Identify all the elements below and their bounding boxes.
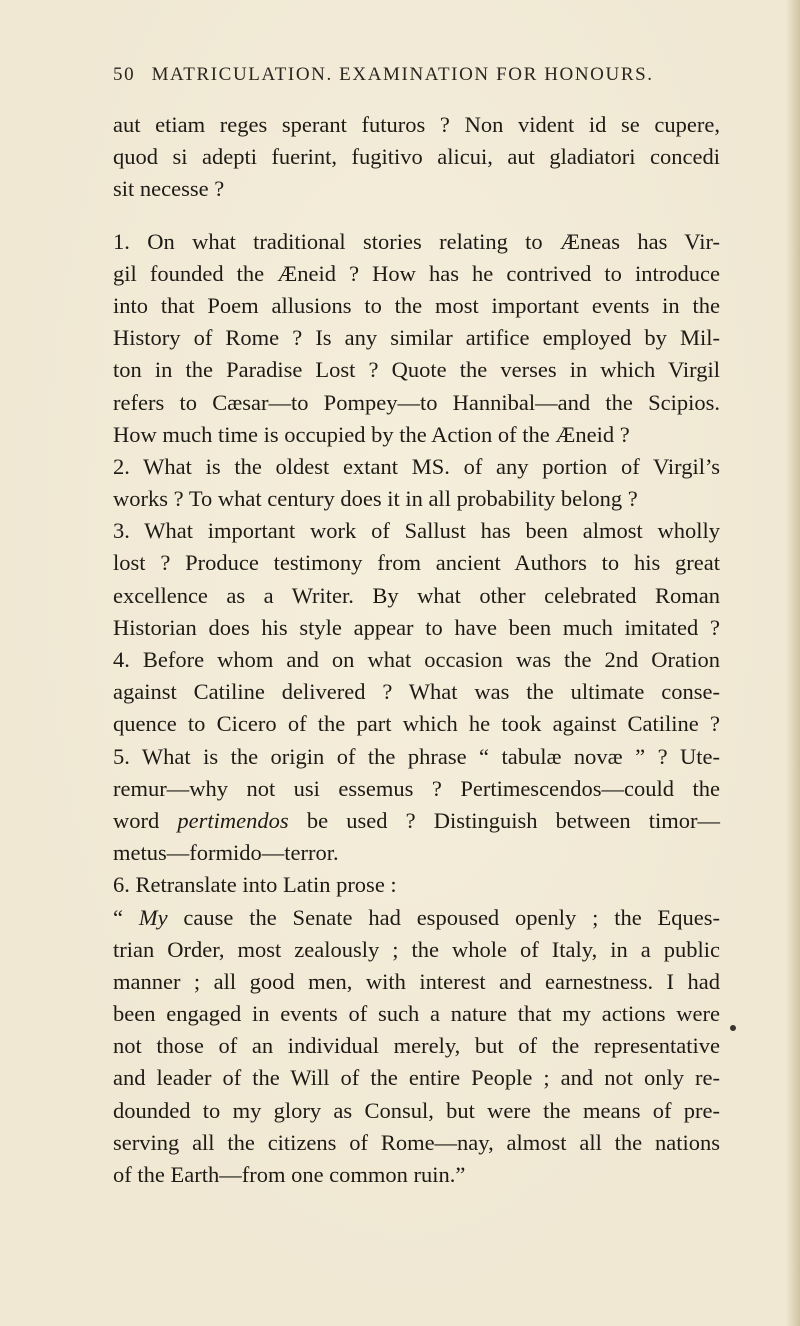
text-fragment: be used ? Distinguish between timor— bbox=[306, 807, 720, 833]
text-fragment: cause the Senate had espoused openly ; the Eques- bbox=[183, 904, 721, 930]
italic-word: My bbox=[138, 904, 168, 930]
question-4-line: 4. Before whom and on what occasion was the 2nd Oration bbox=[113, 647, 720, 672]
text-line: refers to Cæsar—to Pompey—to Hannibal—and the Scipios. bbox=[113, 389, 720, 415]
text-line bbox=[113, 805, 720, 837]
text-line: works ? To what century does it in all probability belong ? bbox=[113, 486, 638, 512]
question-3-line: 3. What important work of Sallust has been almost wholly bbox=[113, 518, 720, 544]
text-line: not those of an individual merely, but of the representative bbox=[113, 1033, 720, 1059]
body-text bbox=[113, 109, 720, 1191]
text-line: lost ? Produce testimony from ancient Authors to his great bbox=[113, 550, 720, 576]
text-line: into that Poem allusions to the most important events in the bbox=[113, 292, 720, 318]
quote-first-line bbox=[113, 902, 720, 934]
text-line: remur—why not usi essemus ? Pertimescendos—could the bbox=[113, 775, 720, 801]
text-line: dounded to my glory as Consul, but were the means of pre- bbox=[113, 1097, 720, 1123]
text-line: History of Rome ? Is any similar artifice employed by Mil- bbox=[113, 325, 720, 351]
text-line: quence to Cicero of the part which he took against Catiline ? bbox=[113, 711, 720, 737]
text-line: metus—formido—terror. bbox=[113, 840, 339, 866]
text-line: aut etiam reges sperant futuros ? Non vident id se cupere, bbox=[113, 112, 720, 137]
text-line: and leader of the Will of the entire People ; and not only re- bbox=[113, 1065, 720, 1091]
text-line: quod si adepti fuerint, fugitivo alicui, aut gladiatori concedi bbox=[113, 144, 720, 170]
question-1-line: 1. On what traditional stories relating to Æneas has Vir- bbox=[113, 228, 720, 254]
ink-dot bbox=[730, 1025, 736, 1031]
text-line: trian Order, most zealously ; the whole of Italy, in a public bbox=[113, 936, 720, 962]
text-line: gil founded the Æneid ? How has he contrived to introduce bbox=[113, 260, 720, 286]
text-line: been engaged in events of such a nature that my actions were bbox=[113, 1001, 720, 1027]
text-line: ton in the Paradise Lost ? Quote the verses in which Virgil bbox=[113, 357, 720, 383]
question-2-line: 2. What is the oldest extant MS. of any portion of Virgil’s bbox=[113, 453, 720, 479]
question-6-line: 6. Retranslate into Latin prose : bbox=[113, 872, 397, 898]
open-quote: “ bbox=[113, 904, 123, 930]
page-edge-shadow bbox=[786, 0, 800, 1326]
text-line: How much time is occupied by the Action of the Æneid ? bbox=[113, 421, 630, 447]
running-head bbox=[113, 64, 713, 86]
italic-word: pertimendos bbox=[177, 807, 289, 833]
text-line: sit necesse ? bbox=[113, 176, 225, 202]
page-number: 50 bbox=[113, 64, 136, 85]
text-line: serving all the citizens of Rome—nay, almost all the nations bbox=[113, 1129, 720, 1155]
text-line: manner ; all good men, with interest and earnestness. I had bbox=[113, 968, 720, 994]
paragraph-gap bbox=[113, 206, 720, 226]
text-line: against Catiline delivered ? What was the ultimate conse- bbox=[113, 679, 720, 705]
text-line: Historian does his style appear to have been much imitated ? bbox=[113, 614, 720, 640]
text-line: excellence as a Writer. By what other celebrated Roman bbox=[113, 582, 720, 608]
text-line: of the Earth—from one common ruin.” bbox=[113, 1162, 466, 1187]
running-title: MATRICULATION. EXAMINATION FOR HONOURS. bbox=[151, 64, 654, 85]
word-text: word bbox=[113, 807, 160, 833]
question-5-line: 5. What is the origin of the phrase “ tabulæ novæ ” ? Ute- bbox=[113, 743, 720, 769]
